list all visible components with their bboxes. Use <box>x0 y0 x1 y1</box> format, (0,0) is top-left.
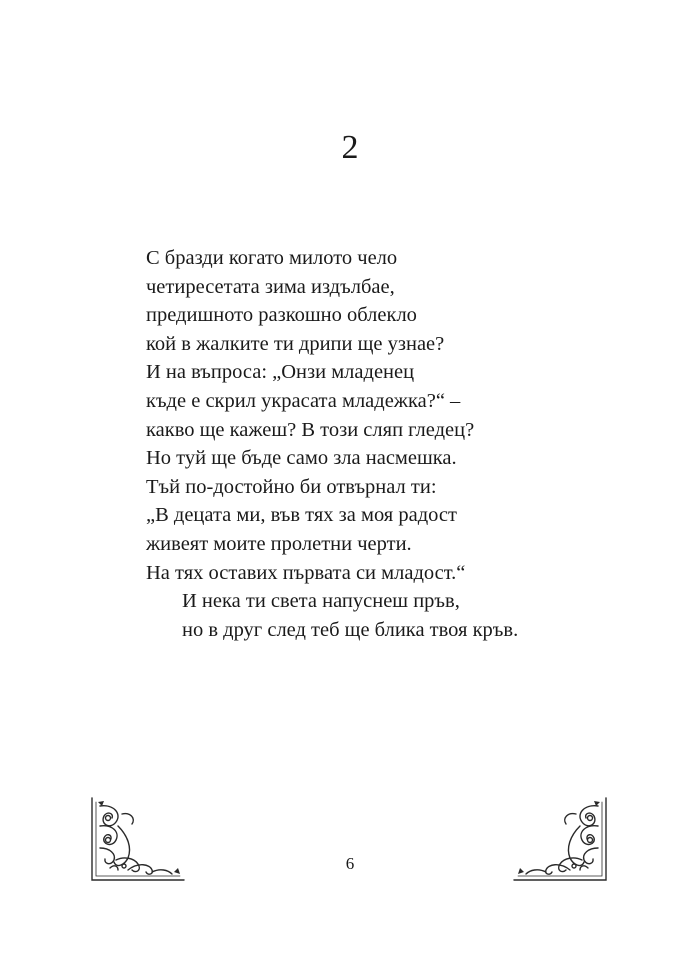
couplet-line: но в друг след теб ще блика твоя кръв. <box>182 618 519 641</box>
poem-line: какво ще кажеш? В този сляп гледец? <box>146 418 475 441</box>
poem-line: кой в жалките ти дрипи ще узнае? <box>146 332 445 355</box>
poem-line: С бразди когато милото чело <box>146 247 398 269</box>
page-number: 6 <box>345 854 355 873</box>
poem-line: четиресетата зима издълбае, <box>146 275 395 298</box>
poem-line: „В децата ми, във тях за моя радост <box>146 504 457 527</box>
corner-flourish-icon <box>510 796 610 884</box>
sonnet-number: 2 <box>341 129 359 166</box>
couplet-line: И нека ти света напуснеш пръв, <box>182 590 460 613</box>
poem-line: На тях оставих първата си младост.“ <box>146 561 466 584</box>
poem-line: Тъй по-достойно би отвърнал ти: <box>146 475 437 498</box>
poem-line: Но туй ще бъде само зла насмешка. <box>146 447 457 470</box>
poem-text <box>146 244 646 644</box>
poem-line: живеят моите пролетни черти. <box>146 532 412 555</box>
poem-line: И на въпроса: „Онзи младенец <box>146 361 415 384</box>
poem-line: къде е скрил украсата младежка?“ – <box>146 389 461 412</box>
poem-line: предишното разкошно облекло <box>146 304 417 327</box>
